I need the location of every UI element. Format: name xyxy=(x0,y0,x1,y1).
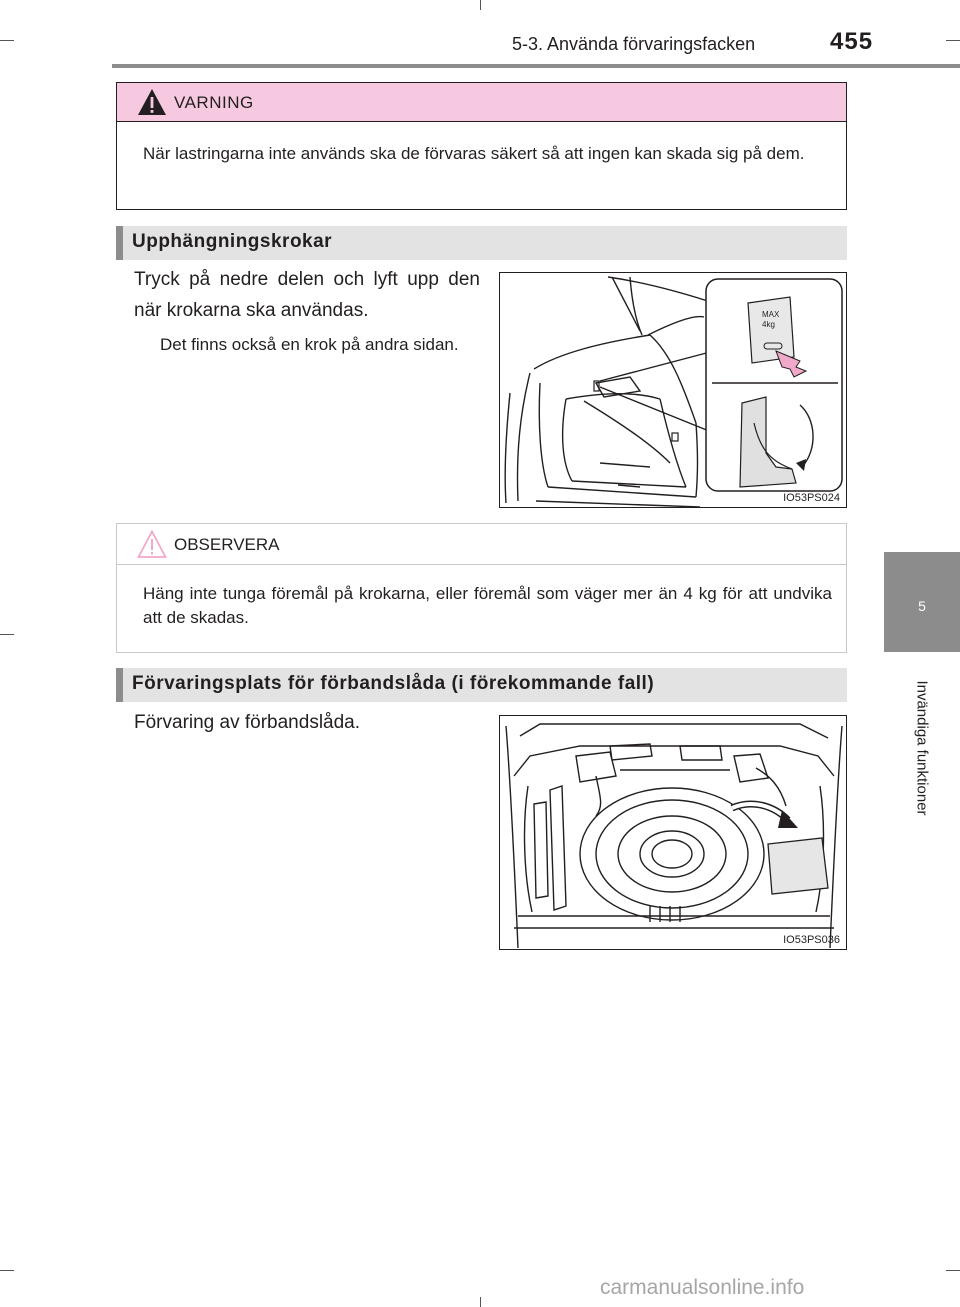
first-aid-instruction: Förvaring av förbandslåda. xyxy=(134,712,361,733)
warning-box xyxy=(116,82,847,210)
caution-triangle-icon xyxy=(137,530,167,563)
crop-mark xyxy=(480,1297,481,1307)
hooks-instruction: Tryck på nedre delen och lyft upp den när krokarna ska användas. xyxy=(134,269,480,321)
figure-code: IO53PS036 xyxy=(783,934,840,946)
running-header-title: 5-3. Använda förvaringsfacken xyxy=(512,34,756,54)
chapter-title-vertical xyxy=(884,652,960,852)
page-number: 455 xyxy=(830,28,874,55)
watermark: carmanualsonline.info xyxy=(600,1276,805,1299)
hook-label-weight: 4kg xyxy=(762,320,775,329)
section-heading-bar xyxy=(116,226,123,260)
figure-luggage-hooks xyxy=(499,272,847,508)
crop-mark xyxy=(480,0,481,10)
figure-first-aid-storage xyxy=(499,715,847,950)
hook-label-max: MAX xyxy=(762,310,780,319)
notice-label: OBSERVERA xyxy=(174,535,280,554)
section-heading-bar xyxy=(116,668,123,702)
crop-mark xyxy=(0,634,14,635)
crop-mark xyxy=(0,1270,14,1271)
crop-mark xyxy=(0,40,14,41)
first-aid-storage-illustration xyxy=(500,716,847,950)
notice-box xyxy=(116,523,847,653)
notice-text: Häng inte tunga föremål på krokarna, eller föremål som väger mer än 4 kg för att undvika att de skadas. xyxy=(143,584,832,627)
warning-triangle-icon xyxy=(137,88,167,121)
warning-text: När lastringarna inte används ska de förvaras säkert så att ingen kan skada sig på dem. xyxy=(143,144,805,163)
header-rule xyxy=(112,64,960,68)
figure-code: IO53PS024 xyxy=(783,492,840,504)
chapter-number: 5 xyxy=(918,598,926,614)
section-heading-first-aid xyxy=(116,668,847,702)
notice-header xyxy=(117,524,846,565)
warning-label: VARNING xyxy=(174,93,254,112)
chapter-title: Invändiga funktioner xyxy=(913,680,931,816)
warning-header xyxy=(117,83,846,122)
section-heading-label: Förvaringsplats för förbandslåda (i förekommande fall) xyxy=(132,673,655,694)
luggage-hooks-illustration xyxy=(500,273,847,508)
crop-mark xyxy=(946,40,960,41)
section-heading-label: Upphängningskrokar xyxy=(132,231,333,252)
crop-mark xyxy=(946,1270,960,1271)
hooks-note: Det finns också en krok på andra sidan. xyxy=(160,335,459,354)
section-heading-hooks xyxy=(116,226,847,260)
